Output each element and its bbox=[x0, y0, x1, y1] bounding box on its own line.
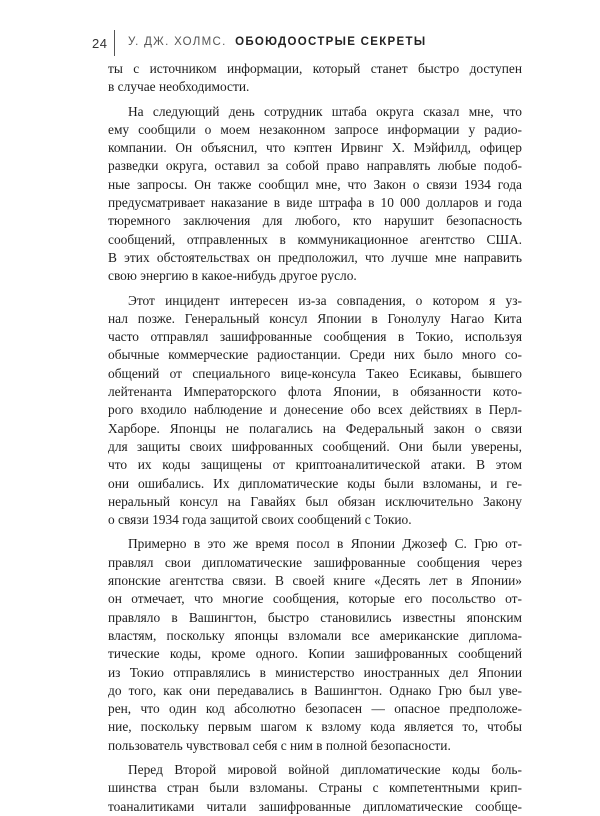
text-line: Харборе. Японцы не полагались на Федеральный закон о связи bbox=[108, 420, 522, 436]
text-line: лейтенанта Императорского флота Японии, в обязанности кото- bbox=[108, 384, 522, 400]
text-line: В этих обстоятельствах он предположил, что лучше мне направить bbox=[108, 249, 522, 265]
text-line: Примерно в это же время посол в Японии Джозеф С. Грю от- bbox=[128, 536, 522, 552]
text-line: предусматривает наказание в виде штрафа в 10 000 долларов и года bbox=[108, 195, 522, 211]
text-line: ему сообщили о моем незаконном запросе информации у радио- bbox=[108, 121, 522, 137]
paragraph bbox=[108, 761, 522, 816]
text-line: компании. Он объяснил, что кэптен Ирвинг Х. Мэйфилд, офицер bbox=[108, 140, 522, 156]
text-line: нал позже. Генеральный консул Японии в Гонолулу Нагао Кита bbox=[108, 310, 522, 326]
page-number: 24 bbox=[92, 36, 108, 51]
text-line: что их коды защищены от криптоаналитической атаки. В этом bbox=[108, 457, 522, 473]
text-line: для защиты своих шифрованных сообщений. Они были уверены, bbox=[108, 438, 522, 454]
text-line: общений от специального вице-консула Такео Есикавы, бывшего bbox=[108, 365, 522, 381]
page-body bbox=[108, 60, 522, 816]
text-line: Этот инцидент интересен из-за совпадения, о котором я уз- bbox=[128, 292, 522, 308]
text-line: правляло в Вашингтон, быстро становились известны японским bbox=[108, 609, 522, 625]
text-line: пользователь чувствовал себя с ним в полной безопасности. bbox=[108, 737, 451, 753]
text-line: обычные коммерческие радиостанции. Среди них было много со- bbox=[108, 347, 522, 363]
text-line: тюремного заключения для любого, кто нарушит безопасность bbox=[108, 213, 522, 229]
paragraph bbox=[108, 535, 522, 755]
text-line: тические коды, кроме одного. Копии зашифрованных сообщений bbox=[108, 646, 522, 662]
text-line: тоаналитиками читали зашифрованные дипломатические сообще- bbox=[108, 798, 522, 814]
header-divider bbox=[114, 30, 115, 56]
text-line: Перед Второй мировой войной дипломатические коды боль- bbox=[128, 761, 522, 777]
text-line: они ошибались. Их дипломатические коды были взломаны, и ге- bbox=[108, 475, 522, 491]
text-line: о связи 1934 года защитой своих сообщений с Токио. bbox=[108, 512, 412, 528]
text-line: свою энергию в какое-нибудь другое русло. bbox=[108, 268, 357, 284]
text-line: в случае необходимости. bbox=[108, 79, 250, 95]
text-line: ные запросы. Он также сообщил мне, что Закон о связи 1934 года bbox=[108, 176, 522, 192]
text-line: сообщений, отправленных в коммуникационное агентство США. bbox=[108, 231, 522, 247]
text-line: шинства стран были взломаны. Страны с компетентными крип- bbox=[108, 780, 522, 796]
text-line: разведки округа, оставил за собой право направлять любые подоб- bbox=[108, 158, 522, 174]
text-line: На следующий день сотрудник штаба округа сказал мне, что bbox=[128, 103, 522, 119]
text-line: до того, как они передавались в Вашингтон. Однако Грю был уве- bbox=[108, 682, 522, 698]
text-line: из Токио отправлялись в министерство иностранных дел Японии bbox=[108, 664, 522, 680]
paragraph bbox=[108, 103, 522, 286]
running-title bbox=[128, 36, 426, 48]
text-line: рен, что один код абсолютно безопасен — опасное предположе- bbox=[108, 701, 522, 717]
text-line: он отмечает, что многие сообщения, которые его посольство от- bbox=[108, 591, 522, 607]
paragraph bbox=[108, 60, 522, 97]
text-line: властям, поскольку японцы взломали все американские диплома- bbox=[108, 627, 522, 643]
text-line: ты с источником информации, который станет быстро доступен bbox=[108, 61, 522, 76]
paragraph bbox=[108, 292, 522, 530]
text-line: ние, поскольку первым шагом к взлому кода является то, чтобы bbox=[108, 719, 522, 735]
text-line: часто отправлял зашифрованные сообщения в Токио, используя bbox=[108, 329, 522, 345]
text-line: японские агентства связи. В своей книге «Десять лет в Японии» bbox=[108, 573, 522, 589]
text-line: неральный консул на Гавайях был обязан исключительно Закону bbox=[108, 493, 522, 509]
running-header bbox=[92, 30, 522, 56]
text-line: правлял свои дипломатические зашифрованные сообщения через bbox=[108, 554, 522, 570]
book-title: ОБОЮДООСТРЫЕ СЕКРЕТЫ bbox=[235, 36, 427, 48]
author-name: У. ДЖ. ХОЛМС. bbox=[128, 36, 227, 48]
text-line: рого входило наблюдение и донесение обо всех действиях в Перл- bbox=[108, 402, 522, 418]
